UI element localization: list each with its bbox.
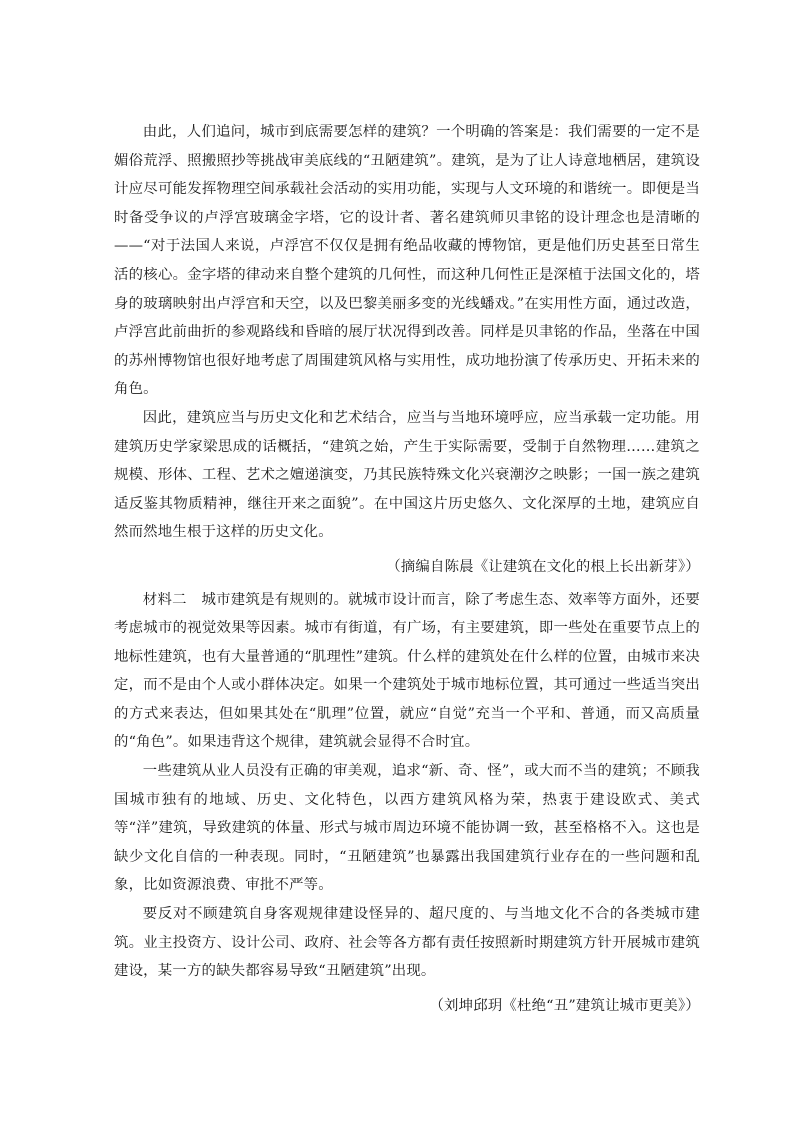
paragraph-2: 因此，建筑应当与历史文化和艺术结合，应当与当地环境呼应，应当承载一定功能。用建筑历史学家梁思成的话概括，“建筑之始，产生于实际需要，受制于自然物理……建筑之规模、形体、工程、艺术之嬗递演变，乃其民族特殊文化兴衰潮汐之映影；一国一族之建筑适反鉴其物质精神，继往开来之面貌”。在中国这片历史悠久、文化深厚的土地，建筑应自然而然地生根于这样的历史文化。 (114, 409, 700, 541)
source-citation-2: （刘坤邱玥《杜绝“丑”建筑让城市更美》） (429, 997, 700, 1014)
paragraph-material-2: 材料二 城市建筑是有规则的。就城市设计而言，除了考虑生态、效率等方面外，还要考虑城市的视觉效果等因素。城市有街道，有广场，有主要建筑，即一些处在重要节点上的地标性建筑，也有大量普通的“肌理性”建筑。什么样的建筑处在什么样的位置，由城市来决定，而不是由个人或小群体决定。如果一个建筑处于城市地标位置，其可通过一些适当突出的方式来表达，但如果其处在“肌理”位置，就应“自觉”充当一个平和、普通，而又高质量的“角色”。如果违背这个规律，建筑就会显得不合时宜。 (114, 591, 700, 751)
paragraph-1: 由此，人们追问，城市到底需要怎样的建筑？一个明确的答案是：我们需要的一定不是媚俗荒浮、照搬照抄等挑战审美底线的“丑陋建筑”。建筑，是为了让人诗意地栖居，建筑设计应尽可能发挥物理空间承载社会活动的实用功能，实现与人文环境的和谐统一。即便是当时备受争议的卢浮宫玻璃金字塔，它的设计者、著名建筑师贝聿铭的设计理念也是清晰的——“对于法国人来说，卢浮宫不仅仅是拥有绝品收藏的博物馆，更是他们历史甚至日常生活的核心。金字塔的律动来自整个建筑的几何性，而这种几何性正是深植于法国文化的，塔身的玻璃映射出卢浮宫和天空，以及巴黎美丽多变的光线蟠戏。”在实用性方面，通过改造，卢浮宫此前曲折的参观路线和昏暗的展厅状况得到改善。同样是贝聿铭的作品，坐落在中国的苏州博物馆也很好地考虑了周围建筑风格与实用性，成功地扮演了传承历史、开拓未来的角色。 (114, 124, 700, 398)
paragraph-4: 一些建筑从业人员没有正确的审美观，追求“新、奇、怪”，或大而不当的建筑；不顾我国城市独有的地域、历史、文化特色，以西方建筑风格为荣，热衷于建设欧式、美式等“洋”建筑，导致建筑的体量、形式与城市周边环境不能协调一致，甚至格格不入。这也是缺少文化自信的一种表现。同时，“丑陋建筑”也暴露出我国建筑行业存在的一些问题和乱象，比如资源浪费、审批不严等。 (114, 763, 700, 894)
document-page (114, 118, 700, 1024)
paragraph-5: 要反对不顾建筑自身客观规律建设怪异的、超尺度的、与当地文化不合的各类城市建筑。业主投资方、设计公司、政府、社会等各方都有责任按照新时期建筑方针开展城市建筑建设，某一方的缺失都容易导致“丑陋建筑”出现。 (114, 906, 700, 980)
source-citation-1: （摘编自陈晨《让建筑在文化的根上长出新芽》） (386, 558, 700, 575)
